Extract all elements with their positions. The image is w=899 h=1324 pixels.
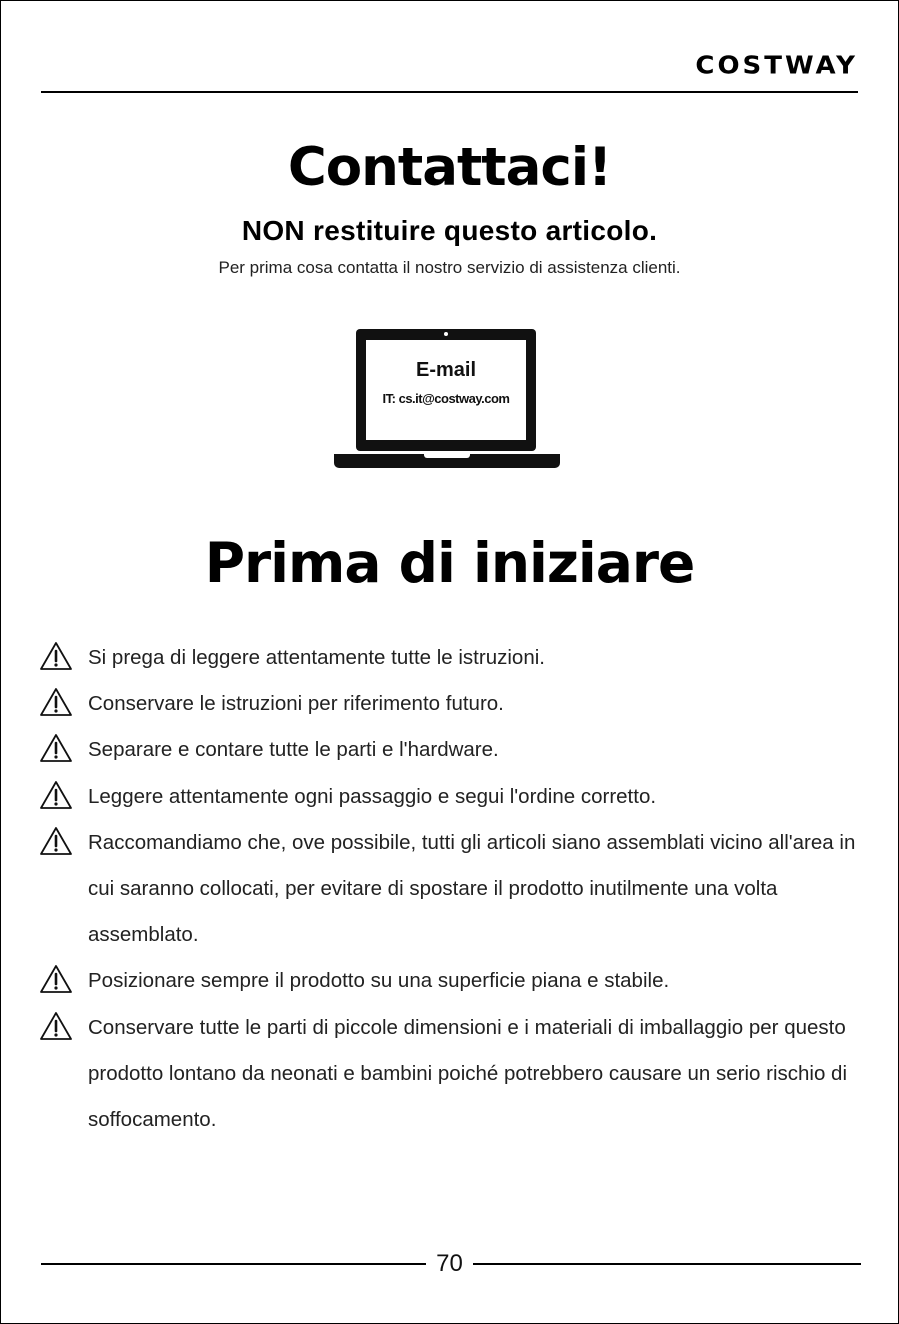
instruction-text: Separare e contare tutte le parti e l'hardware.	[88, 738, 499, 762]
instruction-text: Raccomandiamo che, ove possibile, tutti gli articoli siano assemblati vicino all'area in cui saranno collocati, per evitare di spostare il prodotto inutilmente una volta assemblato.	[88, 830, 856, 947]
laptop-display	[366, 340, 526, 440]
footer-divider-right	[473, 1263, 861, 1265]
instruction-text: Conservare tutte le parti di piccole dimensioni e i materiali di imballaggio per questo prodotto lontano da neonati e bambini poiché potrebbero causare un serio rischio di soffocamento.	[88, 1015, 848, 1132]
camera-dot	[444, 332, 448, 336]
instruction-text: Conservare le istruzioni per riferimento futuro.	[88, 692, 504, 716]
warning-triangle-icon	[39, 780, 73, 810]
warning-triangle-icon	[39, 687, 73, 717]
warning-triangle-icon	[39, 826, 73, 856]
email-address: IT: cs.it@costway.com	[382, 391, 510, 406]
costway-logo: COSTWAY	[695, 51, 858, 81]
email-label: E-mail	[415, 359, 477, 381]
instructions-title: Prima di iniziare	[204, 531, 695, 595]
instruction-item	[39, 635, 869, 681]
footer-divider-left	[41, 1263, 426, 1265]
warning-triangle-icon	[39, 1011, 73, 1041]
instruction-item	[39, 774, 869, 820]
do-not-return-notice: NON restituire questo articolo.	[241, 215, 658, 246]
warning-triangle-icon	[39, 641, 73, 671]
laptop-base	[334, 454, 560, 468]
laptop-notch	[424, 454, 470, 458]
warning-triangle-icon	[39, 733, 73, 763]
instruction-item	[39, 820, 869, 959]
instruction-text: Posizionare sempre il prodotto su una superficie piana e stabile.	[88, 969, 670, 993]
header-divider	[41, 91, 858, 93]
instructions-list	[39, 635, 869, 1143]
instruction-item	[39, 727, 869, 773]
contact-title: Contattaci!	[287, 137, 612, 198]
instruction-text: Si prega di leggere attentamente tutte le istruzioni.	[88, 646, 545, 669]
laptop-screen	[356, 329, 536, 451]
instruction-item	[39, 681, 869, 727]
warning-triangle-icon	[39, 964, 73, 994]
contact-intro: Per prima cosa contatta il nostro servizio di assistenza clienti.	[218, 258, 681, 277]
instruction-text: Leggere attentamente ogni passaggio e segui l'ordine corretto.	[88, 784, 657, 808]
instruction-item	[39, 958, 869, 1004]
instruction-item	[39, 1005, 869, 1144]
laptop-illustration	[334, 329, 560, 471]
page-number: 70	[436, 1250, 463, 1277]
